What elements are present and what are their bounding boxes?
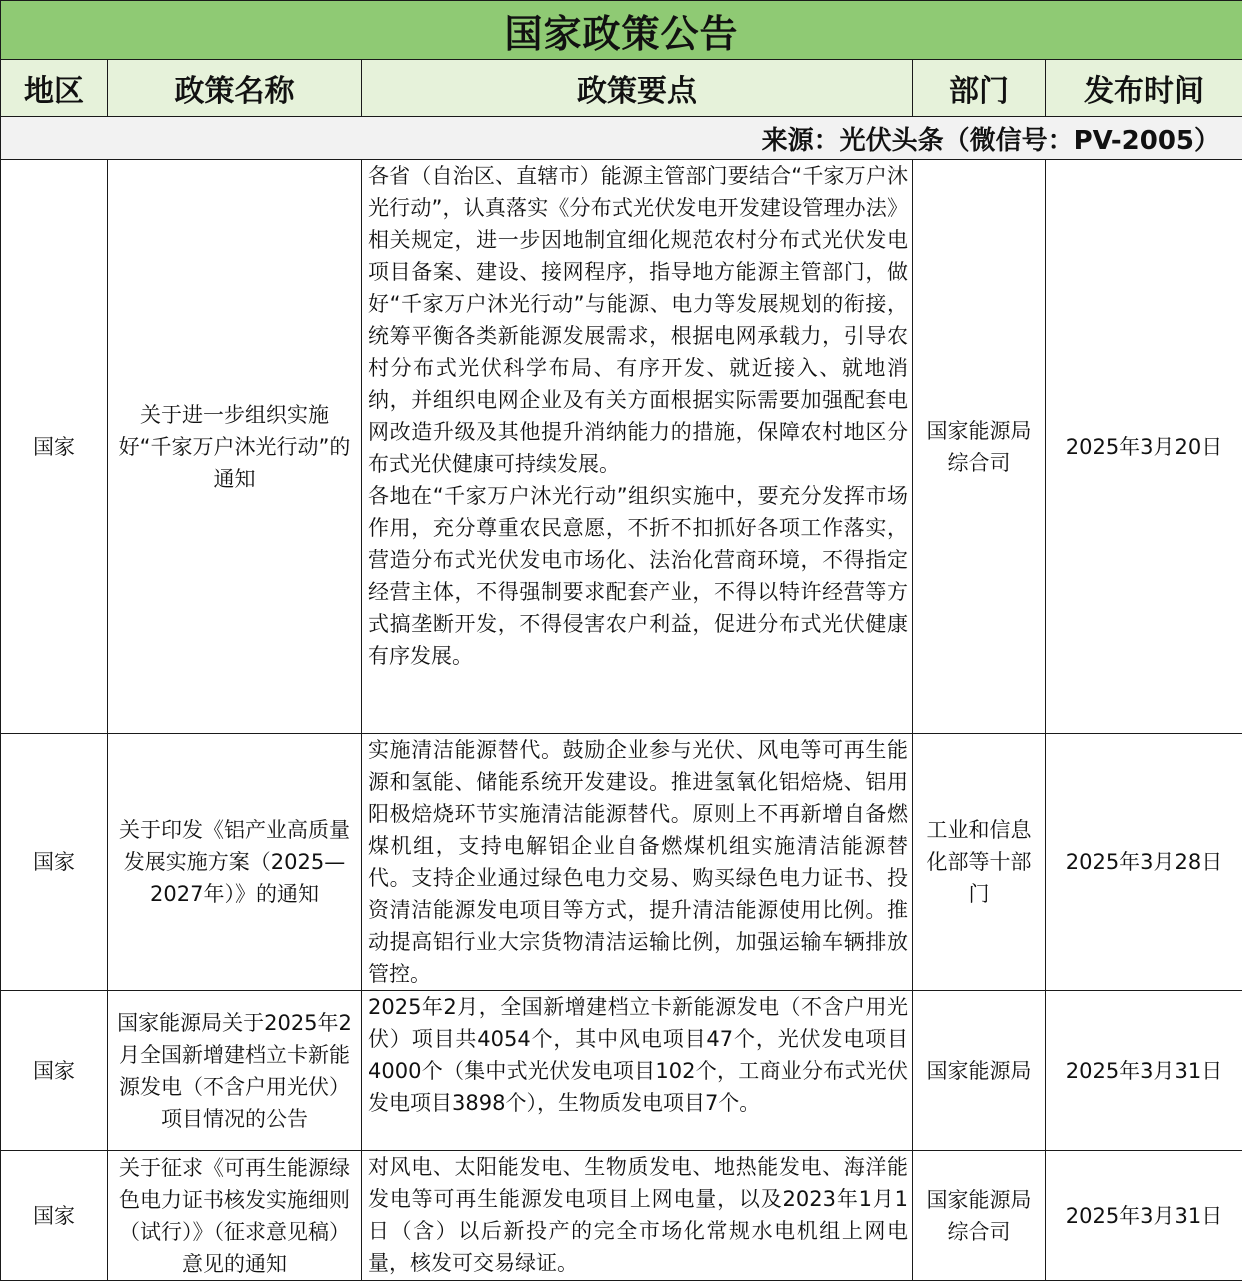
column-header-policy-points: 政策要点	[362, 60, 913, 117]
policy-name-cell: 关于印发《铝产业高质量发展实施方案（2025—2027年）》的通知	[108, 734, 362, 991]
region-cell: 国家	[1, 734, 108, 991]
policy-name-cell: 关于征求《可再生能源绿色电力证书核发实施细则（试行）》（征求意见稿）意见的通知	[108, 1151, 362, 1281]
policy-points-cell	[362, 991, 913, 1151]
source-row	[1, 117, 1242, 160]
policy-point-paragraph: 各地在“千家万户沐光行动”组织实施中，要充分发挥市场作用，充分尊重农民意愿，不折不扣抓好各项工作落实，营造分布式光伏发电市场化、法治化营商环境，不得指定经营主体，不得强制要求配套产业，不得以特许经营等方式搞垄断开发，不得侵害农户利益，促进分布式光伏健康有序发展。	[368, 484, 908, 668]
column-header-date: 发布时间	[1046, 60, 1242, 117]
table-row	[1, 1151, 1242, 1281]
policy-point-paragraph: 各省（自治区、直辖市）能源主管部门要结合“千家万户沐光行动”，认真落实《分布式光伏发电开发建设管理办法》相关规定，进一步因地制宜细化规范农村分布式光伏发电项目备案、建设、接网程序，指导地方能源主管部门，做好“千家万户沐光行动”与能源、电力等发展规划的衔接，统筹平衡各类新能源发展需求，根据电网承载力，引导农村分布式光伏科学布局、有序开发、就近接入、就地消纳，并组织电网企业及有关方面根据实际需要加强配套电网改造升级及其他提升消纳能力的措施，保障农村地区分布式光伏健康可持续发展。	[368, 164, 908, 476]
region-cell: 国家	[1, 991, 108, 1151]
policy-name-cell: 国家能源局关于2025年2月全国新增建档立卡新能源发电（不含户用光伏）项目情况的公告	[108, 991, 362, 1151]
table-title: 国家政策公告	[1, 1, 1242, 60]
department-cell: 国家能源局综合司	[913, 160, 1046, 734]
policy-points-cell	[362, 160, 913, 734]
policy-points-cell	[362, 1151, 913, 1281]
table-row	[1, 991, 1242, 1151]
column-header-policy-name: 政策名称	[108, 60, 362, 117]
date-cell: 2025年3月31日	[1046, 1151, 1242, 1281]
department-cell: 国家能源局综合司	[913, 1151, 1046, 1281]
date-cell: 2025年3月20日	[1046, 160, 1242, 734]
source-note: 来源：光伏头条（微信号：PV-2005）	[1, 117, 1242, 160]
policy-name-cell: 关于进一步组织实施好“千家万户沐光行动”的通知	[108, 160, 362, 734]
table-row	[1, 734, 1242, 991]
policy-point-paragraph: 实施清洁能源替代。鼓励企业参与光伏、风电等可再生能源和氢能、储能系统开发建设。推进氢氧化铝焙烧、铝用阳极焙烧环节实施清洁能源替代。原则上不再新增自备燃煤机组，支持电解铝企业自备燃煤机组实施清洁能源替代。支持企业通过绿色电力交易、购买绿色电力证书、投资清洁能源发电项目等方式，提升清洁能源使用比例。推动提高铝行业大宗货物清洁运输比例，加强运输车辆排放管控。	[368, 738, 908, 986]
column-header-department: 部门	[913, 60, 1046, 117]
header-row	[1, 60, 1242, 117]
date-cell: 2025年3月28日	[1046, 734, 1242, 991]
policy-point-paragraph: 2025年2月，全国新增建档立卡新能源发电（不含户用光伏）项目共4054个，其中风电项目47个，光伏发电项目4000个（集中式光伏发电项目102个，工商业分布式光伏发电项目3898个），生物质发电项目7个。	[368, 995, 908, 1115]
table-row	[1, 160, 1242, 734]
title-row	[1, 1, 1242, 60]
region-cell: 国家	[1, 160, 108, 734]
policy-point-paragraph: 对风电、太阳能发电、生物质发电、地热能发电、海洋能发电等可再生能源发电项目上网电量，以及2023年1月1日（含）以后新投产的完全市场化常规水电机组上网电量，核发可交易绿证。	[368, 1155, 908, 1275]
policy-points-cell	[362, 734, 913, 991]
date-cell: 2025年3月31日	[1046, 991, 1242, 1151]
column-header-region: 地区	[1, 60, 108, 117]
region-cell: 国家	[1, 1151, 108, 1281]
department-cell: 国家能源局	[913, 991, 1046, 1151]
department-cell: 工业和信息化部等十部门	[913, 734, 1046, 991]
